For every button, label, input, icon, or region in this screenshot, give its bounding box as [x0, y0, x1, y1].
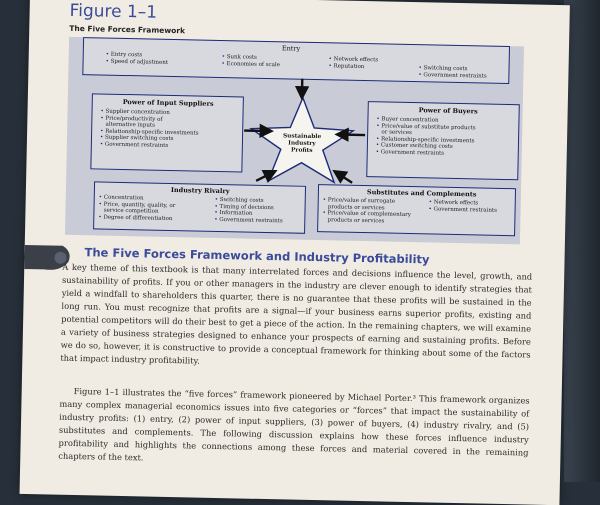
rivalry-item: Timing of decisions: [220, 204, 274, 211]
suppliers-title: Power of Input Suppliers: [123, 98, 214, 108]
substitute-item: Network effects: [434, 200, 479, 207]
figure-label: Figure 1–1: [69, 1, 157, 23]
book-spine: [564, 0, 600, 482]
suppliers-list: • Supplier concentration • Price/productivity of alternative inputs • Relationship-specific investments • Supplier switching costs • Government restraints: [100, 109, 199, 150]
arrow-substitutes: [336, 172, 352, 182]
center-line-2: Industry: [280, 140, 324, 148]
entry-item: Reputation: [333, 63, 364, 70]
arrow-buyers: [339, 135, 365, 136]
rivalry-item: service competition: [104, 208, 159, 215]
buyer-item: Customer switching costs: [381, 142, 453, 150]
buyers-list: • Buyer concentration • Price/value of substitute products or services • Relationship-specific investments • Customer switching costs • Government restraints: [376, 116, 476, 157]
entry-item: Switching costs: [423, 65, 467, 72]
rivalry-item: Information: [219, 210, 252, 217]
buyer-item: Government restraints: [381, 149, 444, 156]
buyer-item: or services: [381, 129, 412, 136]
substitute-item: products or services: [328, 217, 385, 224]
rivalry-item: Degree of differentiation: [103, 214, 172, 221]
entry-col-2: • Sunk costs • Economies of scale: [222, 54, 281, 68]
body-paragraph-2: Figure 1–1 illustrates the “five forces” framework pioneered by Michael Porter.³ This framework organizes many complex managerial economics issues into five categories or “forces” that impact the sustainability of industry profits: (1) entry, (2) power of input suppliers, (3) power of buyers, (4) industry rivalry, and (5) substitutes and complements. The following discussion explains how these forces influence industry profitability and highlights the connections among these forces and material covered in the remaining chapters of the text.: [58, 385, 530, 473]
entry-title: Entry: [282, 44, 300, 52]
supplier-item: Price/productivity of: [105, 115, 162, 122]
figure-title: The Five Forces Framework: [69, 24, 185, 35]
rivalry-title: Industry Rivalry: [171, 186, 230, 195]
supplier-item: Government restraints: [105, 141, 168, 148]
five-forces-diagram: [65, 37, 524, 244]
center-line-1: Sustainable: [280, 133, 324, 141]
entry-item: Economies of scale: [227, 61, 280, 68]
rivalry-right-list: • Switching costs • Timing of decisions • Information • Government restraints: [214, 197, 283, 224]
rivalry-panel: [93, 181, 306, 233]
textbook-page: [20, 0, 570, 505]
entry-item: Entry costs: [111, 52, 143, 59]
buyer-item: Price/value of substitute products: [381, 123, 475, 131]
rivalry-item: Switching costs: [220, 197, 264, 204]
buyer-item: Buyer concentration: [381, 116, 438, 123]
substitute-item: Price/value of complementary: [327, 210, 411, 218]
entry-item: Sunk costs: [227, 54, 257, 61]
buyer-item: Relationship-specific investments: [381, 136, 475, 144]
entry-item: Network effects: [334, 56, 379, 63]
rivalry-item: Government restraints: [219, 217, 282, 224]
substitutes-panel: [317, 184, 516, 236]
buyers-title: Power of Buyers: [419, 106, 478, 115]
substitutes-title: Substitutes and Complements: [367, 188, 477, 198]
rivalry-item: Concentration: [104, 195, 144, 202]
substitutes-left-list: • Price/value of surrogate products or services • Price/value of complementary products or services: [322, 197, 411, 225]
entry-col-1: • Entry costs • Speed of adjustment: [106, 52, 169, 66]
entry-col-4: • Switching costs • Government restraints: [418, 65, 487, 79]
substitute-item: Government restraints: [434, 206, 497, 213]
supplier-item: Supplier switching costs: [105, 135, 174, 142]
supplier-item: Supplier concentration: [105, 109, 169, 116]
substitute-item: Price/value of surrogate: [328, 197, 395, 204]
supplier-item: alternative inputs: [105, 122, 155, 129]
body-paragraph-1: A key theme of this textbook is that many interrelated forces and decisions influence the level, growth, and sustainability of profits. If you or other managers in the industry are clever enough to identify strategies that yield a windfall to shareholders this quarter, there is no guarantee that these profits will be sustained in the long run. You must recognize that profits are a signal—if your business earns superior profits, existing and potential competitors will do their best to get a piece of the action. In the remaining chapters, we will examine a variety of business strategies designed to enhance your prospects of earning and sustaining profits. Before we do so, however, it is constructive to provide a conceptual framework for thinking about some of the factors that impact industry profitability.: [60, 261, 532, 375]
rivalry-item: Price, quantity, quality, or: [104, 201, 176, 209]
arrow-suppliers: [244, 131, 269, 132]
center-line-3: Profits: [280, 147, 324, 155]
entry-item: Government restraints: [423, 72, 486, 79]
substitutes-right-list: • Network effects • Government restraints: [429, 199, 498, 213]
entry-col-3: • Network effects • Reputation: [328, 56, 378, 70]
supplier-item: Relationship-specific investments: [105, 128, 199, 136]
section-title: The Five Forces Framework and Industry Profitability: [84, 245, 429, 266]
entry-item: Speed of adjustment: [111, 58, 169, 65]
substitute-item: products or services: [328, 204, 385, 211]
arrow-rivalry: [256, 172, 273, 181]
rivalry-left-list: • Concentration • Price, quantity, quality, or service competition • Degree of differentiation: [98, 194, 175, 222]
